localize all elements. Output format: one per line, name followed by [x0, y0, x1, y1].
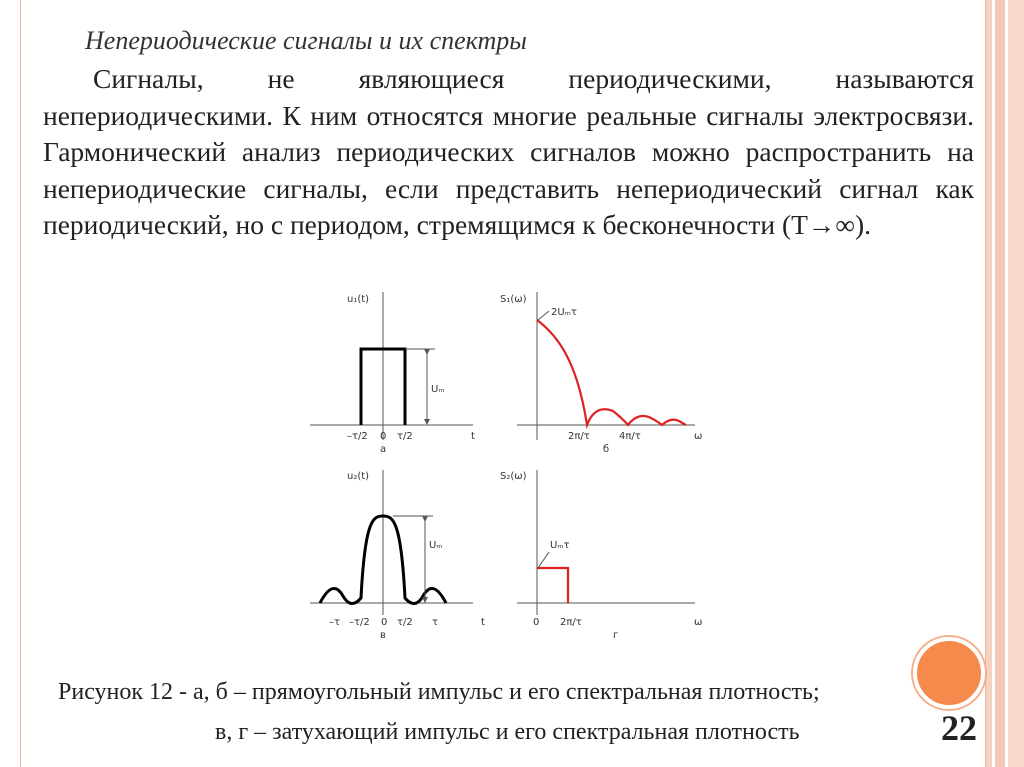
y-label: u₂(t) — [347, 471, 370, 482]
panel-c — [310, 470, 485, 641]
peak-leader — [538, 311, 549, 320]
panel-letter: в — [380, 630, 386, 641]
tick-label: 0 — [533, 617, 540, 628]
decor-stripe — [986, 0, 992, 767]
panel-d — [500, 470, 702, 641]
peak-label: 2Uₘτ — [551, 307, 577, 318]
tick-label: –τ — [329, 617, 341, 628]
x-label: t — [471, 431, 475, 442]
tick-label: 4π/τ — [619, 431, 641, 442]
y-label: S₁(ω) — [500, 294, 527, 305]
panel-b — [500, 292, 702, 455]
panel-letter: г — [613, 630, 619, 641]
tick-label: 2π/τ — [568, 431, 590, 442]
figure-caption-line1: Рисунок 12 - а, б – прямоугольный импульс и его спектральная плотность; — [58, 679, 820, 705]
x-label: ω — [694, 431, 703, 442]
peak-label: Uₘτ — [550, 540, 570, 551]
tick-label: τ/2 — [397, 431, 413, 442]
panel-a — [310, 292, 475, 455]
tick-label: τ — [432, 617, 439, 628]
figure-caption-line2: в, г – затухающий импульс и его спектральная плотность — [215, 719, 800, 745]
x-label: t — [481, 617, 485, 628]
y-label: u₁(t) — [347, 294, 370, 305]
signals-figure — [295, 280, 725, 650]
amp-label: Uₘ — [431, 384, 445, 395]
page-number: 22 — [941, 708, 977, 748]
tick-label: 0 — [380, 431, 387, 442]
tick-label: –τ/2 — [349, 617, 370, 628]
y-label: S₂(ω) — [500, 471, 527, 482]
decor-stripe — [995, 0, 1005, 767]
decor-circle — [913, 637, 985, 709]
body-paragraph: Сигналы, не являющиеся периодическими, называются непериодическими. К ним относятся многие реальные сигналы электросвязи. Гармонический анализ периодических сигналов можно распространить на непериодические сигналы, если представить непериодический сигнал как периодический, но с периодом, стремящимся к бесконечности (T→∞). — [43, 63, 974, 240]
x-label: ω — [694, 617, 703, 628]
tick-label: τ/2 — [397, 617, 413, 628]
tick-label: 2π/τ — [560, 617, 582, 628]
slide-heading: Непериодические сигналы и их спектры — [85, 26, 527, 55]
peak-leader — [538, 552, 549, 568]
spectrum-curve — [537, 320, 686, 425]
spectrum-step — [537, 568, 568, 603]
decor-stripe — [1008, 0, 1024, 767]
panel-letter: а — [380, 444, 387, 455]
amp-label: Uₘ — [429, 540, 443, 551]
tick-label: 0 — [381, 617, 388, 628]
tick-label: –τ/2 — [347, 431, 368, 442]
panel-letter: б — [603, 444, 610, 455]
